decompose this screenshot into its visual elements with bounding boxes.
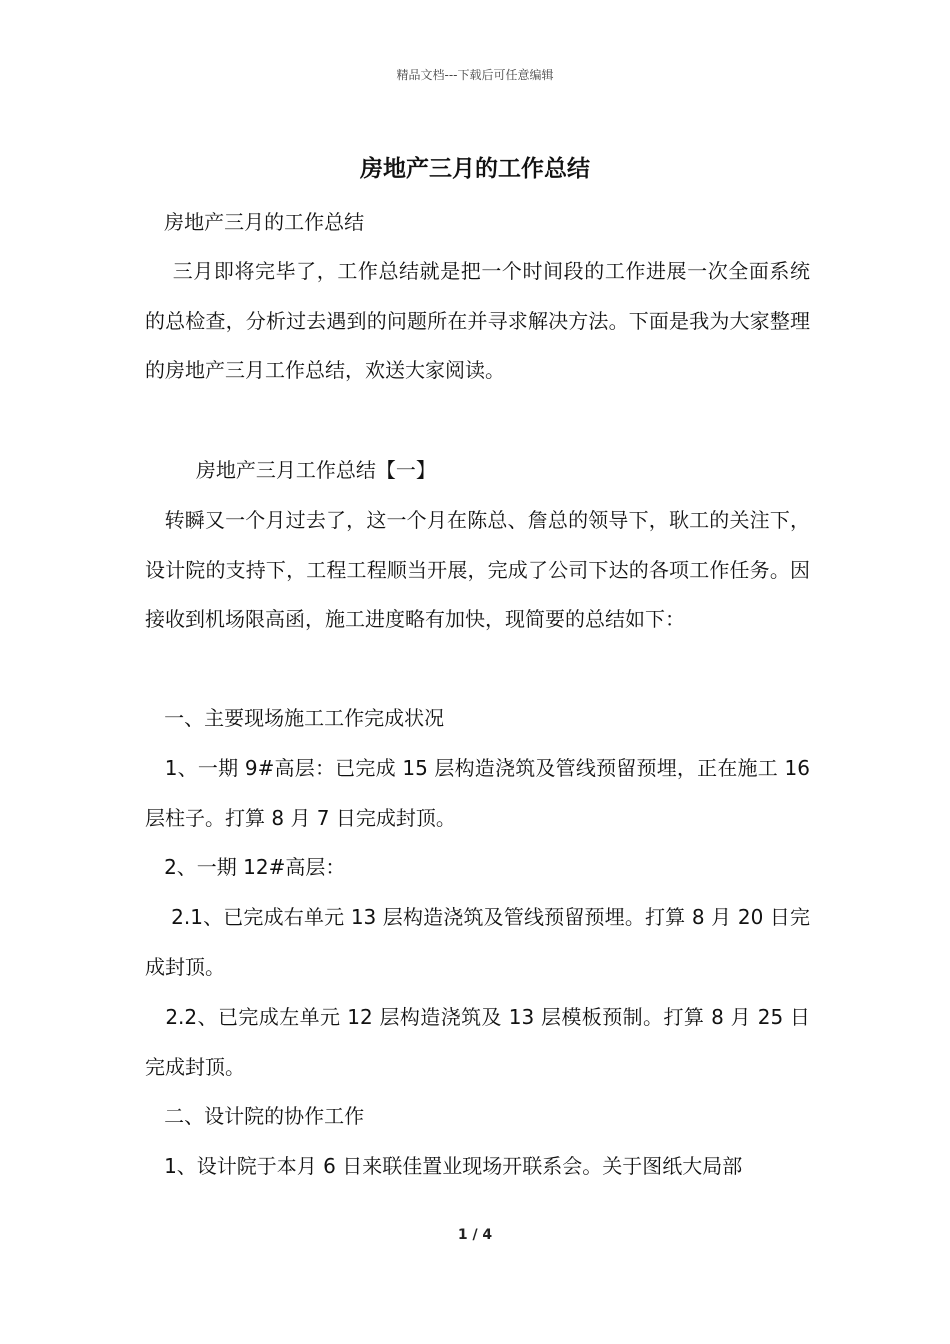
paragraph-item-2-2: 2.2、已完成左单元 12 层构造浇筑及 13 层模板预制。打算 8 月 25 日完成封顶。: [145, 1005, 810, 1079]
paragraph-subtitle: 房地产三月的工作总结: [145, 210, 365, 234]
paragraph-intro: 三月即将完毕了，工作总结就是把一个时间段的工作进展一次全面系统的总检查，分析过去遇到的问题所在并寻求解决方法。下面是我为大家整理的房地产三月工作总结，欢送大家阅读。: [145, 259, 810, 382]
paragraph-item-2: 2、一期 12#高层：: [145, 855, 346, 879]
paragraph-item-1: 1、一期 9#高层：已完成 15 层构造浇筑及管线预留预埋，正在施工 16 层柱子。打算 8 月 7 日完成封顶。: [145, 756, 810, 830]
paragraph-heading-1: 一、主要现场施工工作完成状况: [145, 706, 445, 730]
paragraph-summary: 转瞬又一个月过去了，这一个月在陈总、詹总的领导下，耿工的关注下，设计院的支持下，工程工程顺当开展，完成了公司下达的各项工作任务。因接收到机场限高函，施工进度略有加快，现简要的总结如下：: [145, 508, 810, 631]
paragraph-heading-2: 二、设计院的协作工作: [145, 1104, 365, 1128]
document-body: [145, 0, 810, 1344]
paragraph-item-2-1: 2.1、已完成右单元 13 层构造浇筑及管线预留预埋。打算 8 月 20 日完成封顶。: [145, 905, 810, 979]
paragraph-item-3: 1、设计院于本月 6 日来联佳置业现场开联系会。关于图纸大局部: [145, 1154, 743, 1178]
document-title: 房地产三月的工作总结: [360, 156, 590, 182]
page-number: 1 / 4: [457, 1227, 493, 1243]
paragraph-section-heading: 房地产三月工作总结【一】: [145, 458, 436, 482]
page-header: 精品文档---下载后可任意编辑: [396, 68, 554, 82]
